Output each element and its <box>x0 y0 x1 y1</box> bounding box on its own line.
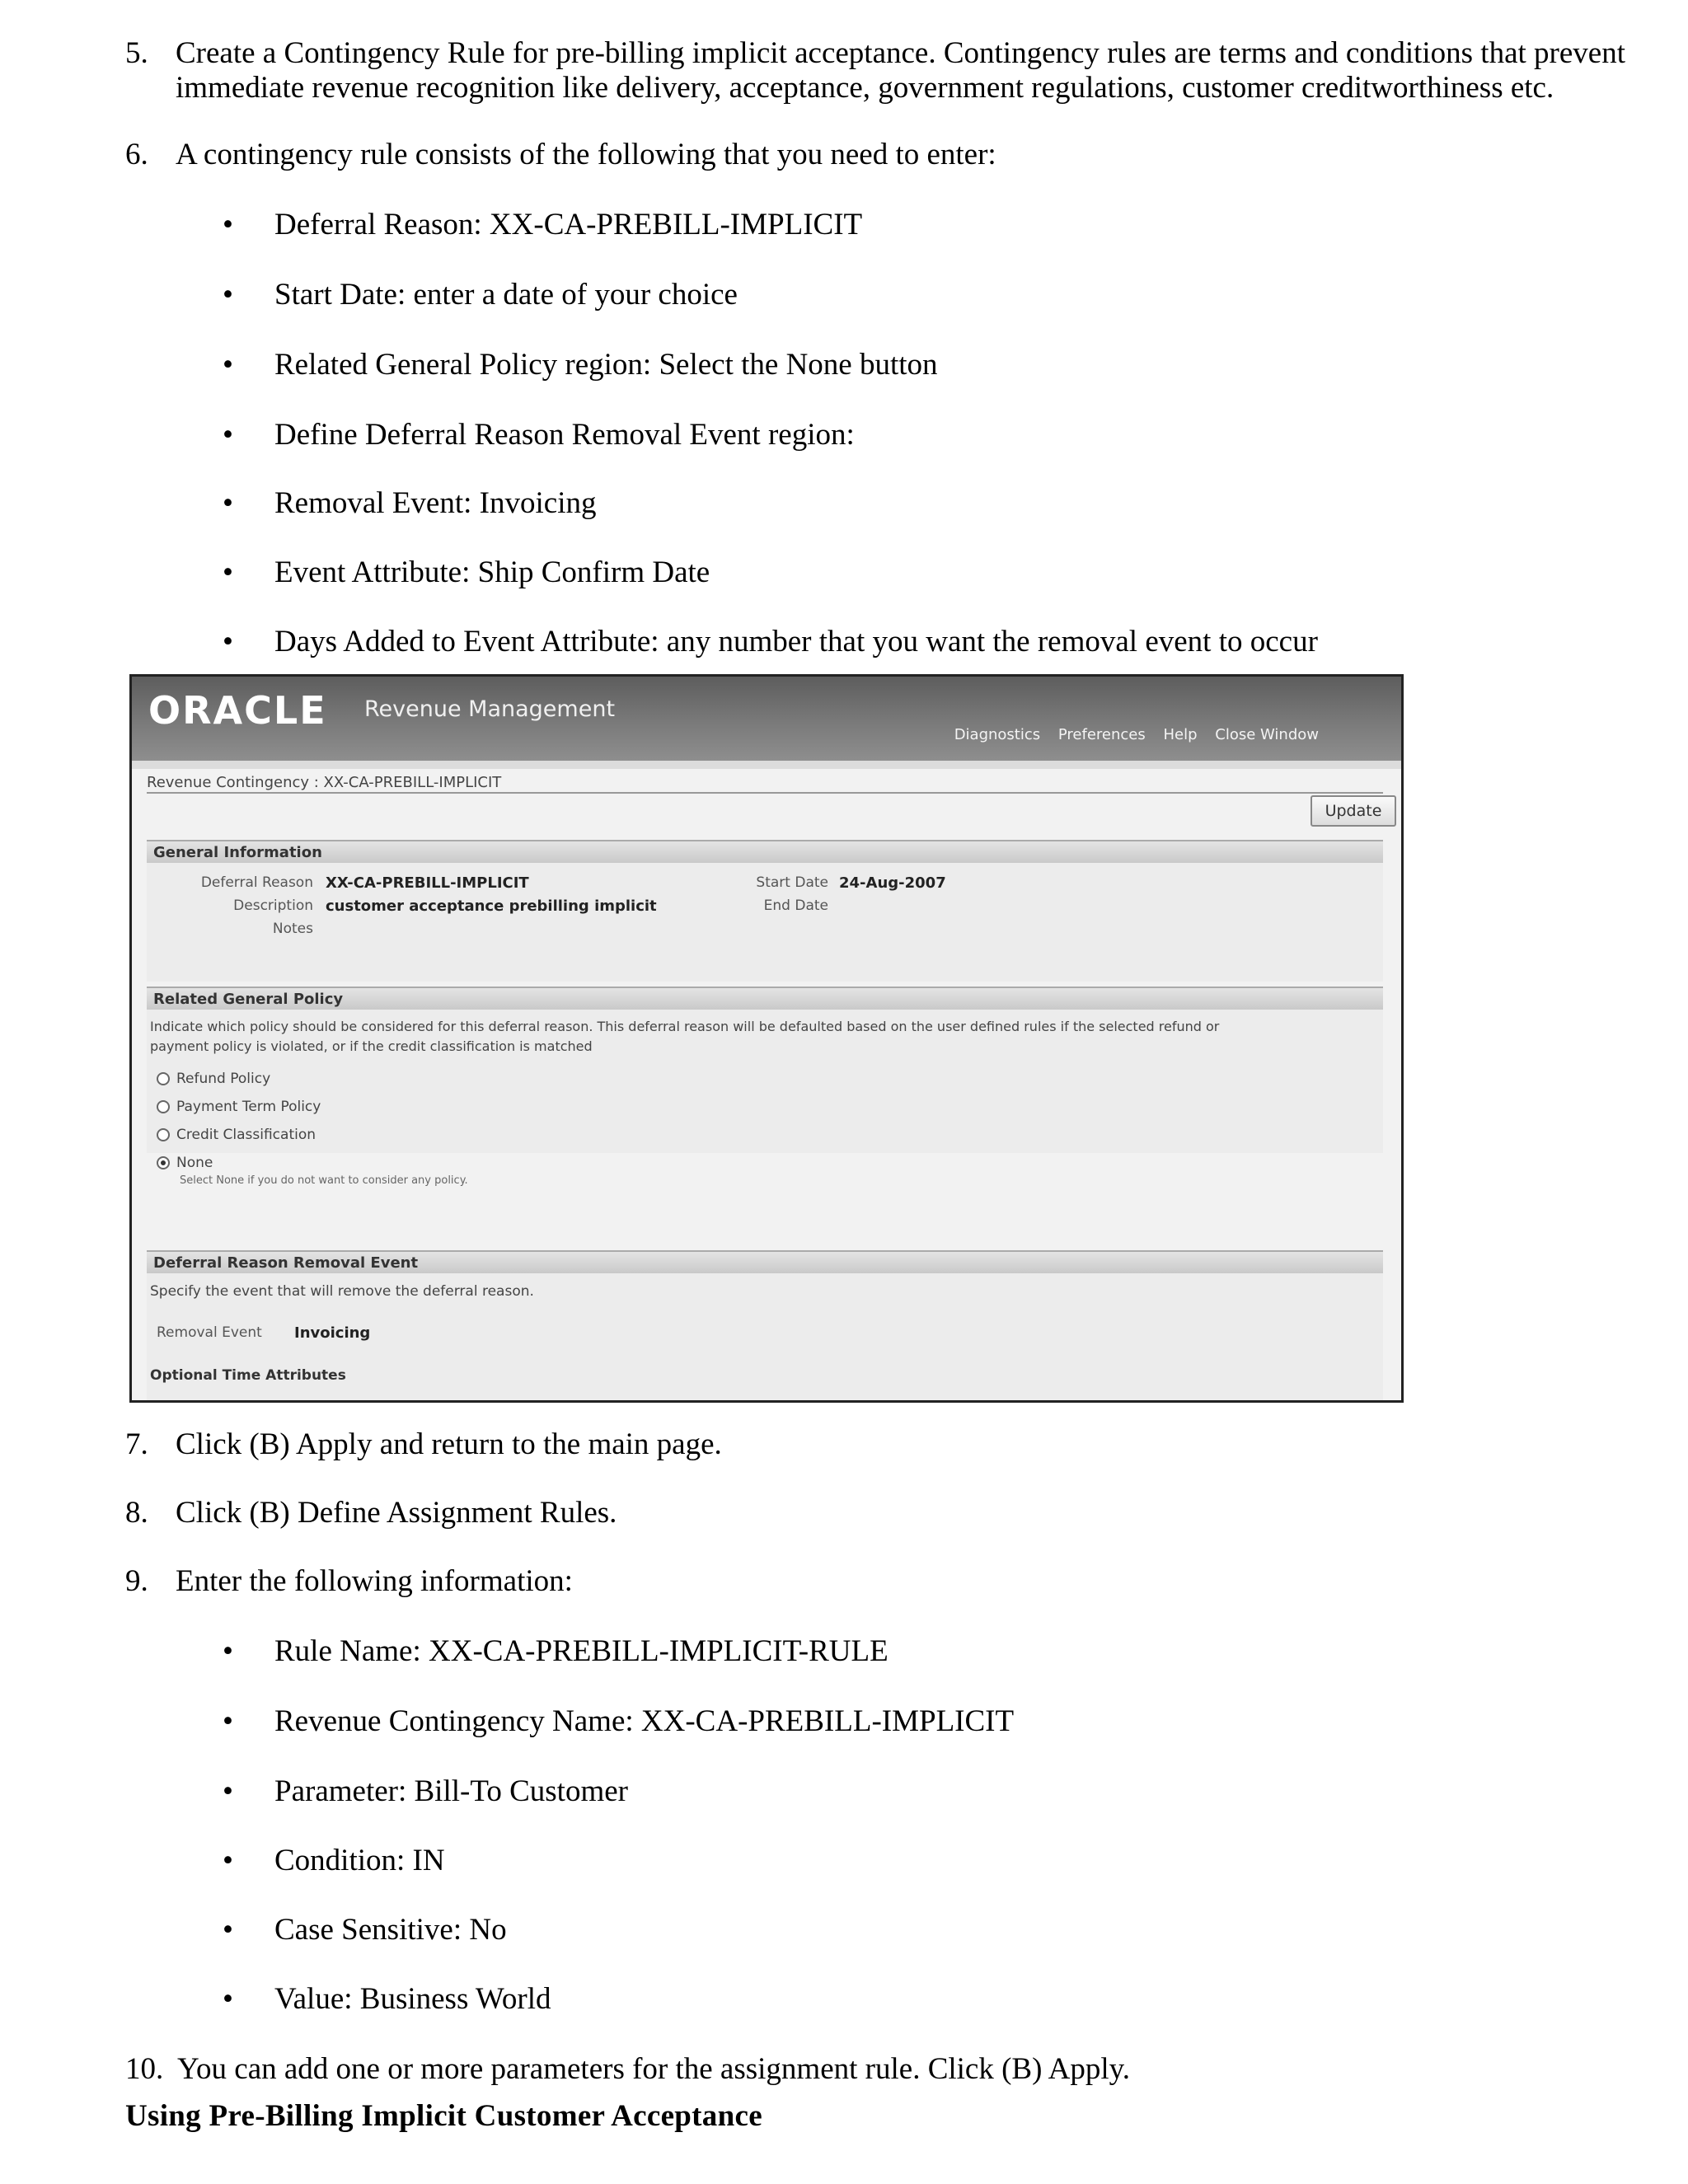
list-item-text: Condition: IN <box>274 1844 445 1877</box>
related-general-policy-header: Related General Policy <box>147 987 1383 1010</box>
step-text-continued: immediate revenue recognition like delivery, acceptance, government regulations, customer creditworthiness etc. <box>176 71 1554 105</box>
step-text: Create a Contingency Rule for pre-billing implicit acceptance. Contingency rules are terms and conditions that prevent <box>176 36 1625 70</box>
page-title: Revenue Contingency : XX-CA-PREBILL-IMPLICIT <box>147 774 502 791</box>
banner-divider <box>132 761 1401 769</box>
bullet-glyph: • <box>223 1844 233 1877</box>
oracle-logo: ORACLE <box>148 688 327 733</box>
step-number: 5. <box>125 36 148 70</box>
step-number: 7. <box>125 1427 148 1461</box>
preferences-link[interactable]: Preferences <box>1057 726 1146 743</box>
optional-time-attributes-header: Optional Time Attributes <box>150 1367 346 1384</box>
start-date-value: 24-Aug-2007 <box>839 874 946 892</box>
bullet-glyph: • <box>223 1634 233 1668</box>
radio-circle-icon[interactable] <box>157 1072 170 1085</box>
product-name: Revenue Management <box>364 696 616 722</box>
diagnostics-link[interactable]: Diagnostics <box>954 726 1041 743</box>
start-date-label: Start Date <box>756 874 828 891</box>
deferral-reason-label: Deferral Reason <box>200 874 313 891</box>
policy-description: Indicate which policy should be considered for this deferral reason. This deferral reason will be defaulted based on the user defined rules if the selected refund or <box>150 1019 1220 1034</box>
removal-event-description: Specify the event that will remove the deferral reason. <box>150 1283 534 1300</box>
none-radio[interactable] <box>157 1155 213 1171</box>
list-item-text: Revenue Contingency Name: XX-CA-PREBILL-IMPLICIT <box>274 1704 1015 1738</box>
bullet-glyph: • <box>223 1704 233 1738</box>
radio-circle-icon[interactable] <box>157 1128 170 1141</box>
bullet-glyph: • <box>223 555 233 589</box>
payment-term-policy-radio[interactable] <box>157 1099 321 1115</box>
bullet-glyph: • <box>223 418 233 452</box>
step-number: 6. <box>125 138 148 171</box>
removal-event-value: Invoicing <box>294 1324 371 1342</box>
bullet-glyph: • <box>223 208 233 241</box>
step-text: Click (B) Define Assignment Rules. <box>176 1496 617 1530</box>
step-number: 8. <box>125 1496 148 1530</box>
radio-label: None <box>176 1155 213 1171</box>
list-item-text: Define Deferral Reason Removal Event region: <box>274 418 855 452</box>
bullet-glyph: • <box>223 1982 233 2016</box>
end-date-label: End Date <box>763 898 828 914</box>
removal-event-label: Removal Event <box>157 1324 262 1341</box>
description-value: customer acceptance prebilling implicit <box>326 898 657 915</box>
update-button[interactable]: Update <box>1311 795 1396 827</box>
close-window-link[interactable]: Close Window <box>1215 726 1319 743</box>
notes-label: Notes <box>272 921 313 937</box>
description-label: Description <box>233 898 313 914</box>
radio-selected-icon[interactable] <box>157 1156 170 1169</box>
list-item-text: Case Sensitive: No <box>274 1913 507 1947</box>
bullet-glyph: • <box>223 1913 233 1947</box>
bullet-glyph: • <box>223 486 233 520</box>
list-item-text: Related General Policy region: Select the None button <box>274 348 938 382</box>
none-tip: Select None if you do not want to consider any policy. <box>180 1174 468 1187</box>
list-item-text: Start Date: enter a date of your choice <box>274 278 738 312</box>
general-information-header: General Information <box>147 840 1383 863</box>
step-text: You can add one or more parameters for the assignment rule. Click (B) Apply. <box>177 2052 1130 2086</box>
global-links <box>941 726 1319 743</box>
step-text: A contingency rule consists of the following that you need to enter: <box>176 138 996 171</box>
section-heading: Using Pre-Billing Implicit Customer Acceptance <box>125 2099 762 2133</box>
radio-label: Payment Term Policy <box>176 1099 321 1115</box>
list-item-text: Deferral Reason: XX-CA-PREBILL-IMPLICIT <box>274 208 863 241</box>
app-banner <box>132 677 1401 761</box>
deferral-reason-value: XX-CA-PREBILL-IMPLICIT <box>326 874 529 892</box>
step-number: 10. <box>125 2052 164 2086</box>
bullet-glyph: • <box>223 625 233 658</box>
step-text: Enter the following information: <box>176 1564 573 1598</box>
help-link[interactable]: Help <box>1163 726 1198 743</box>
refund-policy-radio[interactable] <box>157 1071 270 1087</box>
radio-label: Credit Classification <box>176 1127 316 1143</box>
step-text: Click (B) Apply and return to the main page. <box>176 1427 722 1461</box>
bullet-glyph: • <box>223 348 233 382</box>
policy-description-continued: payment policy is violated, or if the credit classification is matched <box>150 1038 593 1054</box>
bullet-glyph: • <box>223 1774 233 1808</box>
list-item-text: Value: Business World <box>274 1982 551 2016</box>
list-item-text: Removal Event: Invoicing <box>274 486 597 520</box>
list-item-text: Rule Name: XX-CA-PREBILL-IMPLICIT-RULE <box>274 1634 889 1668</box>
step-number: 9. <box>125 1564 148 1598</box>
credit-classification-radio[interactable] <box>157 1127 316 1143</box>
list-item-text: Event Attribute: Ship Confirm Date <box>274 555 710 589</box>
title-divider <box>147 792 1383 794</box>
removal-event-header: Deferral Reason Removal Event <box>147 1250 1383 1273</box>
list-item-text: Parameter: Bill-To Customer <box>274 1774 628 1808</box>
radio-label: Refund Policy <box>176 1071 271 1087</box>
bullet-glyph: • <box>223 278 233 312</box>
list-item-text: Days Added to Event Attribute: any number that you want the removal event to occur <box>274 625 1318 658</box>
oracle-screenshot <box>129 674 1404 1403</box>
radio-circle-icon[interactable] <box>157 1100 170 1113</box>
